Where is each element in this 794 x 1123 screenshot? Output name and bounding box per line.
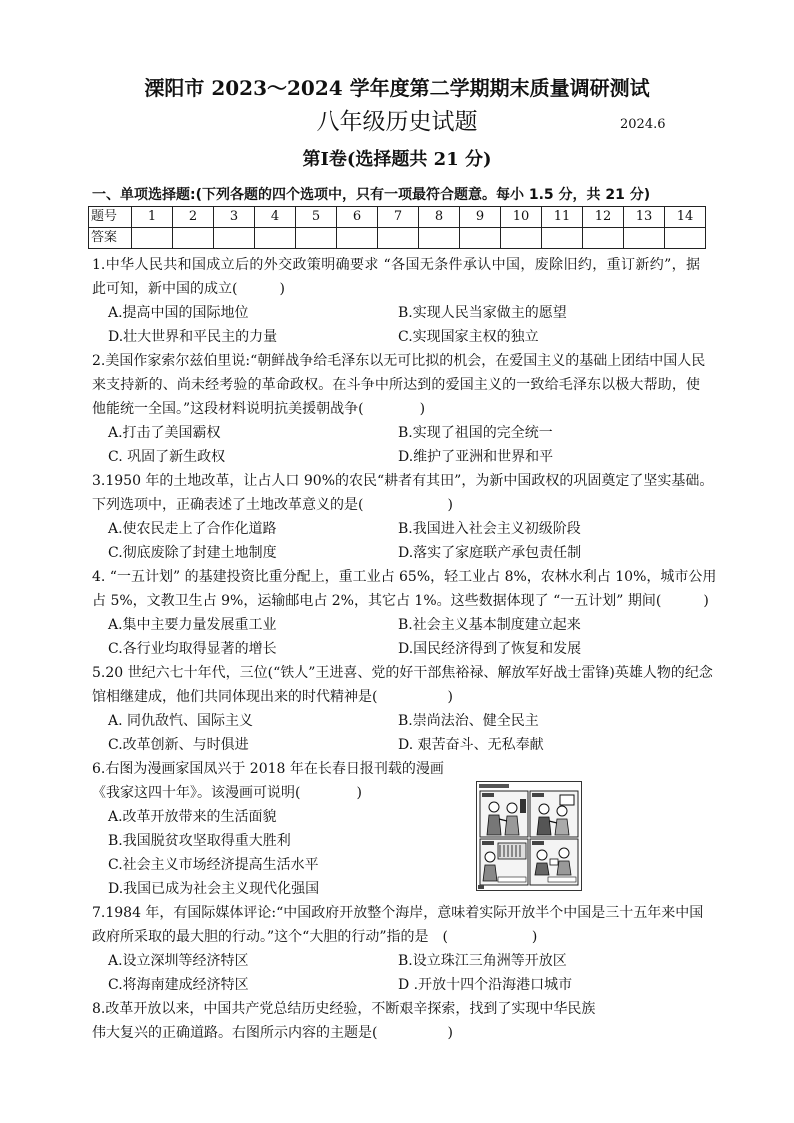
answer-cell — [460, 228, 501, 249]
answer-label: 答案 — [89, 228, 132, 249]
question-stem-line: 8.改革开放以来，中国共产党总结历史经验，不断艰辛探索，找到了实现中华民族 — [92, 1001, 596, 1017]
option-d: D.壮大世界和平民主的力量 — [108, 329, 278, 345]
option-a: A.提高中国的国际地位 — [108, 305, 249, 321]
answer-cell — [501, 228, 542, 249]
question-stem-line: 此可知，新中国的成立( ) — [92, 281, 285, 297]
option-row — [92, 541, 706, 565]
answer-cell — [542, 228, 583, 249]
answer-cell — [624, 228, 665, 249]
question-number-cell: 4 — [255, 207, 296, 228]
question-number-cell: 10 — [501, 207, 542, 228]
comic-panel-2 — [530, 791, 578, 837]
question-list — [92, 253, 717, 1045]
option-d: D.我国已成为社会主义现代化强国 — [108, 881, 320, 897]
option-a: A.打击了美国霸权 — [108, 425, 221, 441]
question-number-row — [89, 207, 706, 228]
question-3 — [92, 469, 714, 565]
question-4 — [92, 565, 717, 661]
answer-cell — [296, 228, 337, 249]
question-1 — [92, 253, 706, 349]
exam-title: 溧阳市 2023～2024 学年度第二学期期末质量调研测试 — [144, 76, 650, 100]
question-number-cell: 6 — [337, 207, 378, 228]
option-d: D.维护了亚洲和世界和平 — [398, 449, 554, 465]
answer-cell — [583, 228, 624, 249]
question-stem-line: 《我家这四十年》。该漫画可说明( ) — [92, 785, 362, 801]
exam-subtitle: 八年级历史试题 — [316, 109, 478, 135]
question-5 — [92, 661, 713, 757]
question-stem-line: 馆相继建成，他们共同体现出来的时代精神是( ) — [92, 689, 453, 705]
comic-panel-4 — [530, 839, 578, 885]
part-title: 第Ⅰ卷(选择题共 21 分) — [302, 149, 492, 170]
question-number-cell: 2 — [173, 207, 214, 228]
question-number-cell: 11 — [542, 207, 583, 228]
comic-panel-3 — [480, 839, 528, 885]
option-row — [92, 445, 706, 469]
option-c: C.彻底废除了封建土地制度 — [108, 545, 277, 561]
answer-cell — [665, 228, 706, 249]
option-row — [92, 637, 706, 661]
option-row — [92, 325, 706, 349]
answer-cell — [132, 228, 173, 249]
question-number-cell: 14 — [665, 207, 706, 228]
option-c: C.社会主义市场经济提高生活水平 — [108, 857, 319, 873]
option-c: C.将海南建成经济特区 — [108, 977, 249, 993]
option-b: B.实现人民当家做主的愿望 — [398, 305, 567, 321]
question-number-cell: 3 — [214, 207, 255, 228]
question-number-cell: 7 — [378, 207, 419, 228]
option-a: A.使农民走上了合作化道路 — [108, 521, 277, 537]
question-number-cell: 12 — [583, 207, 624, 228]
option-a: A.改革开放带来的生活面貌 — [108, 809, 277, 825]
question-stem-line: 3.1950 年的土地改革，让占人口 90%的农民“耕者有其田”，为新中国政权的巩固奠定了坚实基础。 — [92, 473, 714, 489]
section-title: 一、单项选择题:(下列各题的四个选项中，只有一项最符合题意。每小 1.5 分，共 21 分) — [92, 187, 651, 203]
option-a: A.集中主要力量发展重工业 — [108, 617, 277, 633]
option-b: B.设立珠江三角洲等开放区 — [398, 953, 567, 969]
question-stem-line: 4. “一五计划” 的基建投资比重分配上，重工业占 65%，轻工业占 8%，农林水利占 10%，城市公用 — [92, 569, 717, 585]
question-stem-line: 下列选项中，正确表述了土地改革意义的是( ) — [92, 497, 453, 513]
question-stem-line: 政府所采取的最大胆的行动。”这个“大胆的行动”指的是 ( ) — [92, 929, 538, 945]
comic-image — [476, 781, 582, 891]
answer-cell — [214, 228, 255, 249]
option-c: C.实现国家主权的独立 — [398, 329, 539, 345]
question-stem-line: 2.美国作家索尔兹伯里说:“朝鲜战争给毛泽东以无可比拟的机会，在爱国主义的基础上团结中国人民 — [92, 353, 706, 369]
answer-cell — [378, 228, 419, 249]
option-row — [92, 421, 706, 445]
answer-cell — [419, 228, 460, 249]
answer-table — [88, 206, 706, 249]
option-row — [92, 973, 706, 997]
question-stem-line: 占 5%，文教卫生占 9%，运输邮电占 2%，其它占 1%。这些数据体现了 “一五计划” 期间( ) — [92, 593, 709, 609]
question-number-label: 题号 — [89, 207, 132, 228]
option-b: B.我国脱贫攻坚取得重大胜利 — [108, 833, 291, 849]
answer-row — [89, 228, 706, 249]
question-stem-line: 6.右图为漫画家国凤兴于 2018 年在长春日报刊载的漫画 — [92, 761, 444, 777]
option-b: B.实现了祖国的完全统一 — [398, 425, 553, 441]
answer-cell — [173, 228, 214, 249]
question-number-cell: 13 — [624, 207, 665, 228]
option-row — [92, 949, 706, 973]
question-stem-line: 5.20 世纪六七十年代，三位(“铁人”王进喜、党的好干部焦裕禄、解放军好战士雷锋)英雄人物的纪念 — [92, 665, 713, 681]
question-number-cell: 1 — [132, 207, 173, 228]
option-row — [92, 301, 706, 325]
option-d: D .开放十四个沿海港口城市 — [398, 977, 573, 993]
option-c: C.各行业均取得显著的增长 — [108, 641, 277, 657]
option-row — [92, 733, 706, 757]
question-number-cell: 8 — [419, 207, 460, 228]
option-b: B.社会主义基本制度建立起来 — [398, 617, 581, 633]
option-row — [92, 613, 706, 637]
option-b: B.崇尚法治、健全民主 — [398, 713, 539, 729]
option-d: D. 艰苦奋斗、无私奉献 — [398, 737, 544, 753]
question-6 — [92, 757, 706, 901]
question-7 — [92, 901, 706, 997]
comic-heading-scribble — [479, 784, 509, 788]
exam-date: 2024.6 — [620, 117, 666, 132]
answer-cell — [255, 228, 296, 249]
option-d: D.国民经济得到了恢复和发展 — [398, 641, 582, 657]
question-8 — [92, 997, 706, 1045]
answer-cell — [337, 228, 378, 249]
question-stem-line: 1.中华人民共和国成立后的外交政策明确要求 “各国无条件承认中国，废除旧约，重订新约”，据 — [92, 257, 700, 273]
option-a: A. 同仇敌忾、国际主义 — [108, 713, 254, 729]
question-number-cell: 9 — [460, 207, 501, 228]
option-c: C. 巩固了新生政权 — [108, 449, 226, 465]
option-d: D.落实了家庭联产承包责任制 — [398, 545, 582, 561]
option-b: B.我国进入社会主义初级阶段 — [398, 521, 581, 537]
question-2 — [92, 349, 706, 469]
option-c: C.改革创新、与时俱进 — [108, 737, 249, 753]
question-stem-line: 伟大复兴的正确道路。右图所示内容的主题是( ) — [92, 1025, 453, 1041]
option-a: A.设立深圳等经济特区 — [108, 953, 249, 969]
question-number-cell: 5 — [296, 207, 337, 228]
comic-panel-1 — [480, 791, 528, 837]
option-row — [92, 709, 706, 733]
question-stem-line: 来支持新的、尚未经考验的革命政权。在斗争中所达到的爱国主义的一致给毛泽东以极大帮助，使 — [92, 377, 700, 393]
question-stem-line: 他能统一全国。”这段材料说明抗美援朝战争( ) — [92, 401, 426, 417]
option-row — [92, 517, 706, 541]
question-stem-line: 7.1984 年，有国际媒体评论:“中国政府开放整个海岸，意味着实际开放半个中国是三十五年来中国 — [92, 905, 704, 921]
